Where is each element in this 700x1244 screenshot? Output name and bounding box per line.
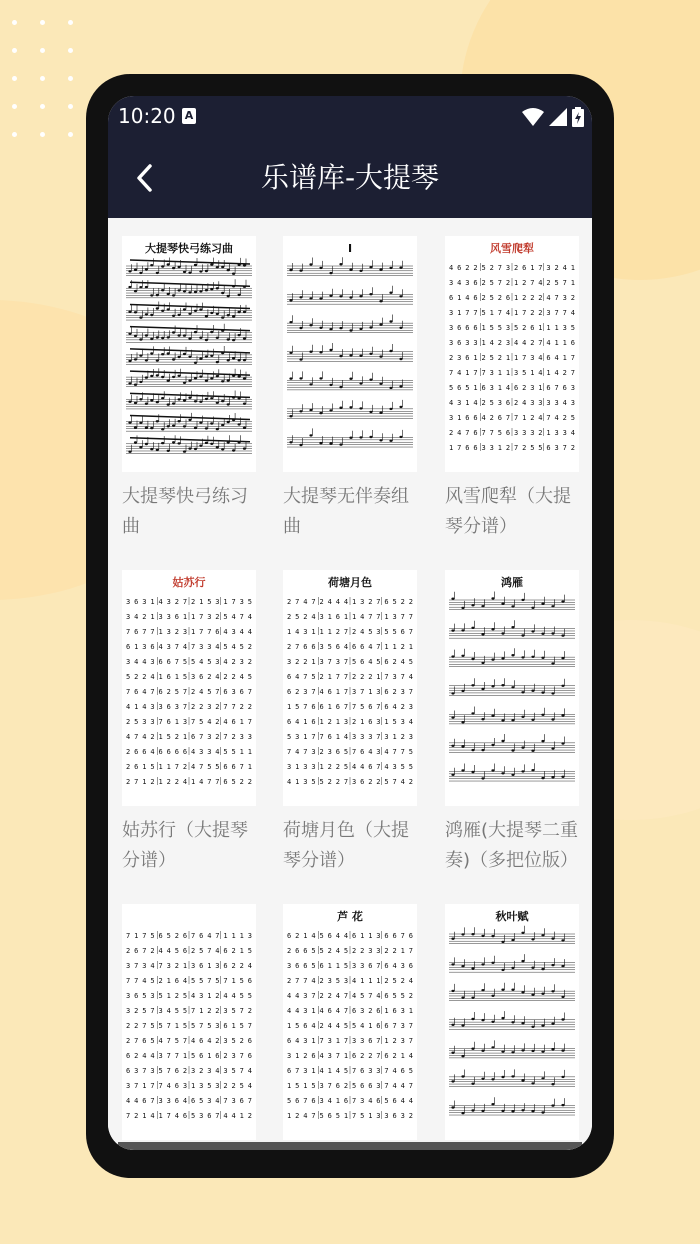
svg-text:5224161536242245: 5224161536242245 — [126, 673, 252, 681]
svg-text:3221373756456245: 3221373756456245 — [287, 658, 413, 666]
app-header — [108, 96, 592, 218]
svg-text:4622527326173241: 4622527326173241 — [449, 264, 575, 272]
svg-text:2765475746423526: 2765475746423526 — [126, 1037, 252, 1045]
sheet-music-thumbnail[interactable] — [122, 904, 256, 1140]
status-icons — [522, 106, 584, 126]
svg-text:1515376256637447: 1515376256637447 — [287, 1082, 413, 1090]
svg-text:3717746313532254: 3717746313532254 — [126, 1082, 252, 1090]
svg-text:6214564461136676: 6214564461136676 — [287, 932, 413, 940]
svg-text:2361252117346417: 2361252117346417 — [449, 354, 575, 362]
svg-text:6731414576337465: 6731414576337465 — [287, 1067, 413, 1075]
svg-text:7473236576434775: 7473236576434775 — [287, 748, 413, 756]
svg-text:4431464763261631: 4431464763261631 — [287, 1007, 413, 1015]
svg-text:2774235341112524: 2774235341112524 — [287, 977, 413, 985]
svg-text:6136437473345452: 6136437473345452 — [126, 643, 252, 651]
svg-text:2712122414776522: 2712122414776522 — [126, 778, 252, 786]
score-card[interactable] — [283, 904, 423, 1150]
svg-text:3421336117325474: 3421336117325474 — [126, 613, 252, 621]
svg-text:秋叶赋: 秋叶赋 — [495, 910, 529, 923]
score-grid — [108, 218, 592, 1150]
score-title: 荷塘月色（大提琴分谱） — [283, 820, 409, 871]
sheet-music-thumbnail[interactable] — [283, 904, 417, 1140]
svg-text:3443667554534232: 3443667554534232 — [126, 658, 252, 666]
sheet-music-thumbnail[interactable] — [445, 904, 579, 1140]
svg-text:1431112724535567: 1431112724535567 — [287, 628, 413, 636]
svg-text:7417731135141427: 7417731135141427 — [449, 369, 575, 377]
svg-text:2672445625746215: 2672445625746215 — [126, 947, 252, 955]
scrollbar[interactable] — [118, 1142, 582, 1150]
svg-text:芦 花: 芦 花 — [337, 910, 363, 923]
signal-icon — [549, 108, 567, 126]
svg-text:3734732136136224: 3734732136136224 — [126, 962, 252, 970]
svg-text:7175652676471113: 7175652676471113 — [126, 932, 252, 940]
svg-text:3666155352611135: 3666155352611135 — [449, 324, 575, 332]
page-title: 乐谱库-大提琴 — [260, 161, 440, 194]
svg-text:6146252612224732: 6146252612224732 — [449, 294, 575, 302]
svg-text:7214174653674412: 7214174653674412 — [126, 1112, 252, 1120]
svg-text:7647625724576367: 7647625724576367 — [126, 688, 252, 696]
score-title: 鸿雁(大提琴二重奏)（多把位版） — [445, 820, 579, 871]
svg-text:4314253624333343: 4314253624333343 — [449, 399, 575, 407]
screen — [108, 96, 592, 1150]
battery-icon — [572, 107, 584, 127]
svg-text:7677132317764344: 7677132317764344 — [126, 628, 252, 636]
svg-text:4742152167327233: 4742152167327233 — [126, 733, 252, 741]
svg-text:鸿雁: 鸿雁 — [501, 576, 523, 589]
score-title: 大提琴快弓练习曲 — [122, 486, 248, 537]
svg-text:3257345571223572: 3257345571223572 — [126, 1007, 252, 1015]
sheet-music-thumbnail[interactable] — [283, 236, 417, 472]
svg-text:3665611533676436: 3665611533676436 — [287, 962, 413, 970]
svg-text:2747244413276522: 2747244413276522 — [287, 598, 413, 606]
svg-text:1247565175133632: 1247565175133632 — [287, 1112, 413, 1120]
sheet-music-thumbnail[interactable] — [122, 236, 256, 472]
svg-text:4437224745746552: 4437224745746552 — [287, 992, 413, 1000]
svg-text:3653512543124455: 3653512543124455 — [126, 992, 252, 1000]
svg-text:2524316114771377: 2524316114771377 — [287, 613, 413, 621]
score-card[interactable] — [445, 570, 585, 876]
svg-text:3133122544674355: 3133122544674355 — [287, 763, 413, 771]
svg-text:风雪爬犁: 风雪爬犁 — [490, 242, 534, 255]
svg-text:3126437162276214: 3126437162276214 — [287, 1052, 413, 1060]
svg-text:I: I — [347, 242, 353, 255]
svg-text:2275571557536157: 2275571557536157 — [126, 1022, 252, 1030]
status-time: 10:20 — [118, 104, 176, 128]
status-bar — [108, 96, 592, 142]
svg-text:5317761433373123: 5317761433373123 — [287, 733, 413, 741]
svg-text:2665524522332217: 2665524522332217 — [287, 947, 413, 955]
score-card[interactable] — [445, 236, 585, 542]
phone-frame — [86, 74, 614, 1178]
score-card[interactable] — [283, 236, 423, 542]
svg-text:4467336465347367: 4467336465347367 — [126, 1097, 252, 1105]
notification-badge: A — [182, 108, 196, 124]
svg-text:4135522736225742: 4135522736225742 — [287, 778, 413, 786]
svg-text:6237461737136237: 6237461737136237 — [287, 688, 413, 696]
sheet-music-thumbnail[interactable] — [445, 570, 579, 806]
score-title: 姑苏行（大提琴分谱） — [122, 820, 248, 871]
svg-text:1576616775676423: 1576616775676423 — [287, 703, 413, 711]
svg-text:2615117247556671: 2615117247556671 — [126, 763, 252, 771]
wifi-icon — [522, 108, 544, 126]
svg-text:6373576232343574: 6373576232343574 — [126, 1067, 252, 1075]
score-card[interactable] — [122, 236, 262, 542]
svg-text:姑苏行: 姑苏行 — [172, 576, 206, 589]
svg-text:2476775633321334: 2476775633321334 — [449, 429, 575, 437]
svg-text:5676341673465644: 5676341673465644 — [287, 1097, 413, 1105]
score-card[interactable] — [122, 570, 262, 876]
svg-text:1564244554166737: 1564244554166737 — [287, 1022, 413, 1030]
svg-text:6431731733671237: 6431731733671237 — [287, 1037, 413, 1045]
sheet-music-thumbnail[interactable] — [445, 236, 579, 472]
svg-text:6416121321631534: 6416121321631534 — [287, 718, 413, 726]
score-card[interactable] — [283, 570, 423, 876]
svg-text:2533761375424617: 2533761375424617 — [126, 718, 252, 726]
svg-text:大提琴快弓练习曲: 大提琴快弓练习曲 — [145, 242, 233, 255]
svg-text:2664666643345511: 2664666643345511 — [126, 748, 252, 756]
sheet-music-thumbnail[interactable] — [283, 570, 417, 806]
score-title: 风雪爬犁（大提琴分谱） — [445, 486, 571, 537]
sheet-music-thumbnail[interactable] — [122, 570, 256, 806]
svg-text:5651631462316763: 5651631462316763 — [449, 384, 575, 392]
score-card[interactable] — [122, 904, 262, 1150]
svg-text:荷塘月色: 荷塘月色 — [328, 576, 372, 589]
svg-text:6475217722217374: 6475217722217374 — [287, 673, 413, 681]
svg-text:3631432721531735: 3631432721531735 — [126, 598, 252, 606]
svg-text:7745216455757156: 7745216455757156 — [126, 977, 252, 985]
svg-text:3436257212742571: 3436257212742571 — [449, 279, 575, 287]
svg-text:1766331272556372: 1766331272556372 — [449, 444, 575, 452]
svg-text:2766356466471121: 2766356466471121 — [287, 643, 413, 651]
svg-text:3633142344274116: 3633142344274116 — [449, 339, 575, 347]
score-card[interactable] — [445, 904, 585, 1150]
decorative-dots — [12, 12, 92, 162]
svg-text:4143363722327722: 4143363722327722 — [126, 703, 252, 711]
svg-text:3166426771247425: 3166426771247425 — [449, 414, 575, 422]
svg-text:3177517417223774: 3177517417223774 — [449, 309, 575, 317]
svg-text:6244377156162376: 6244377156162376 — [126, 1052, 252, 1060]
score-title: 大提琴无伴奏组曲 — [283, 486, 409, 537]
